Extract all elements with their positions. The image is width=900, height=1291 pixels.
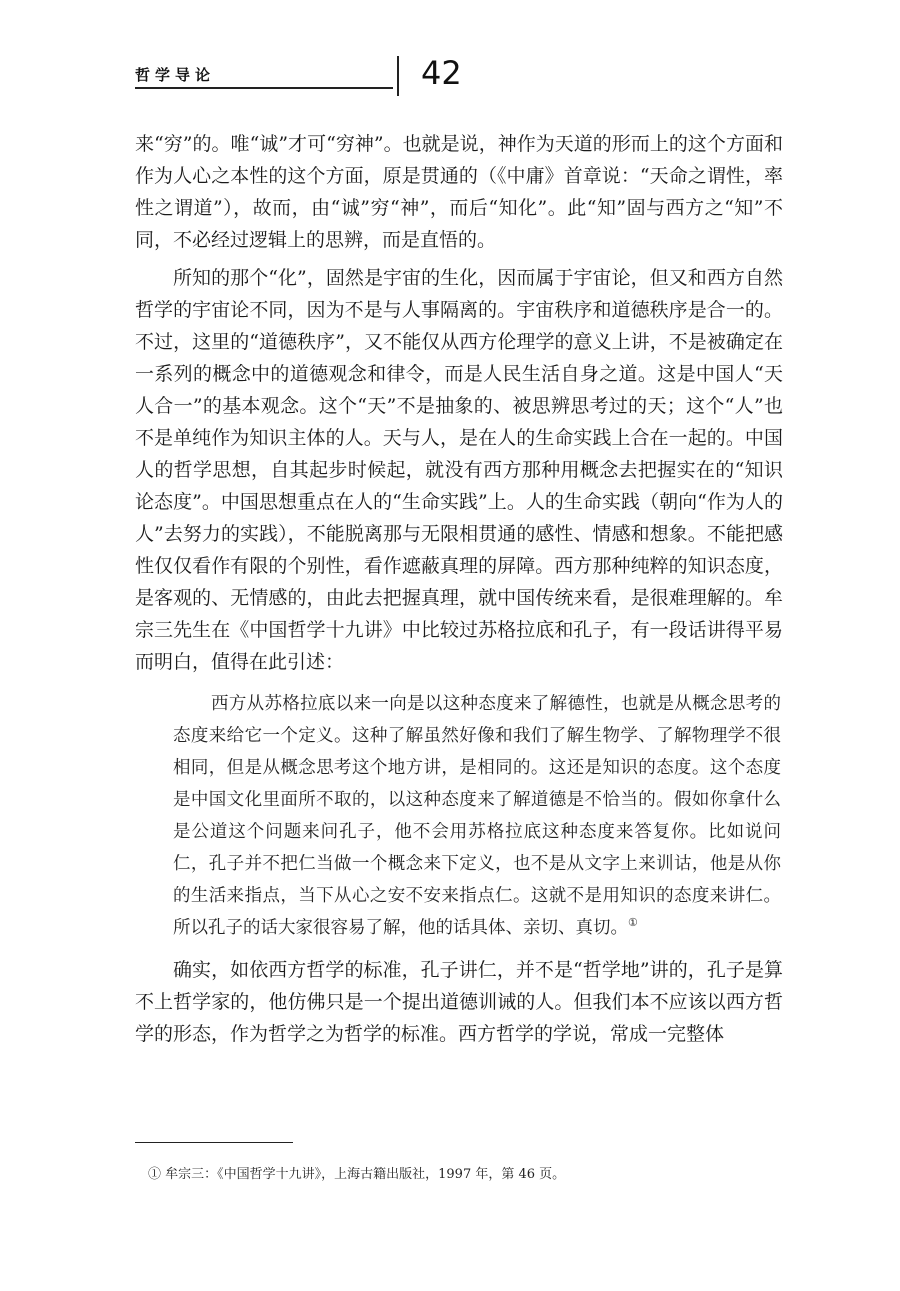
running-header [135,56,895,116]
paragraph-3: 确实，如依西方哲学的标准，孔子讲仁，并不是“哲学地”讲的，孔子是算不上哲学家的，他仿佛只是一个提出道德训诫的人。但我们本不应该以西方哲学的形态，作为哲学之为哲学的标准。西方哲学的学说，常成一完整体 [135,959,783,1045]
page-number: 42 [421,54,462,92]
book-title: 哲学导论 [135,66,216,84]
paragraph-1: 来“穷”的。唯“诚”才可“穷神”。也就是说，神作为天道的形而上的这个方面和作为人心之本性的这个方面，原是贯通的（《中庸》首章说：“天命之谓性，率性之谓道”），故而，由“诚”穷“神”，而后“知化”。此“知”固与西方之“知”不同，不必经过逻辑上的思辨，而是直悟的。 [135,133,783,251]
footnote-reference[interactable]: ① [628,916,638,930]
header-rule [135,87,393,89]
header-divider [397,56,399,96]
footnote: ① 牟宗三：《中国哲学十九讲》，上海古籍出版社，1997 年，第 46 页。 [148,1167,566,1182]
block-quote-text: 西方从苏格拉底以来一向是以这种态度来了解德性，也就是从概念思考的态度来给它一个定义。这种了解虽然好像和我们了解生物学、了解物理学不很相同，但是从概念思考这个地方讲，是相同的。这还是知识的态度。这个态度是中国文化里面所不取的，以这种态度来了解道德是不恰当的。假如你拿什么是公道这个问题来问孔子，他不会用苏格拉底这种态度来答复你。比如说问仁，孔子并不把仁当做一个概念来下定义，也不是从文字上来训诂，他是从你的生活来指点，当下从心之安不安来指点仁。这就不是用知识的态度来讲仁。所以孔子的话大家很容易了解，他的话具体、亲切、真切。 [173,694,781,938]
footnote-rule [135,1142,293,1143]
block-quote [135,688,783,944]
body-text [135,128,783,1050]
paragraph-2: 所知的那个“化”，固然是宇宙的生化，因而属于宇宙论，但又和西方自然哲学的宇宙论不同，因为不是与人事隔离的。宇宙秩序和道德秩序是合一的。不过，这里的“道德秩序”，又不能仅从西方伦理学的意义上讲，不是被确定在一系列的概念中的道德观念和律令，而是人民生活自身之道。这是中国人“天人合一”的基本观念。这个“天”不是抽象的、被思辨思考过的天；这个“人”也不是单纯作为知识主体的人。天与人，是在人的生命实践上合在一起的。中国人的哲学思想，自其起步时候起，就没有西方那种用概念去把握实在的“知识论态度”。中国思想重点在人的“生命实践”上。人的生命实践（朝向“作为人的人”去努力的实践），不能脱离那与无限相贯通的感性、情感和想象。不能把感性仅仅看作有限的个别性，看作遮蔽真理的屏障。西方那种纯粹的知识态度，是客观的、无情感的，由此去把握真理，就中国传统来看，是很难理解的。牟宗三先生在《中国哲学十九讲》中比较过苏格拉底和孔子，有一段话讲得平易而明白，值得在此引述： [135,267,783,673]
